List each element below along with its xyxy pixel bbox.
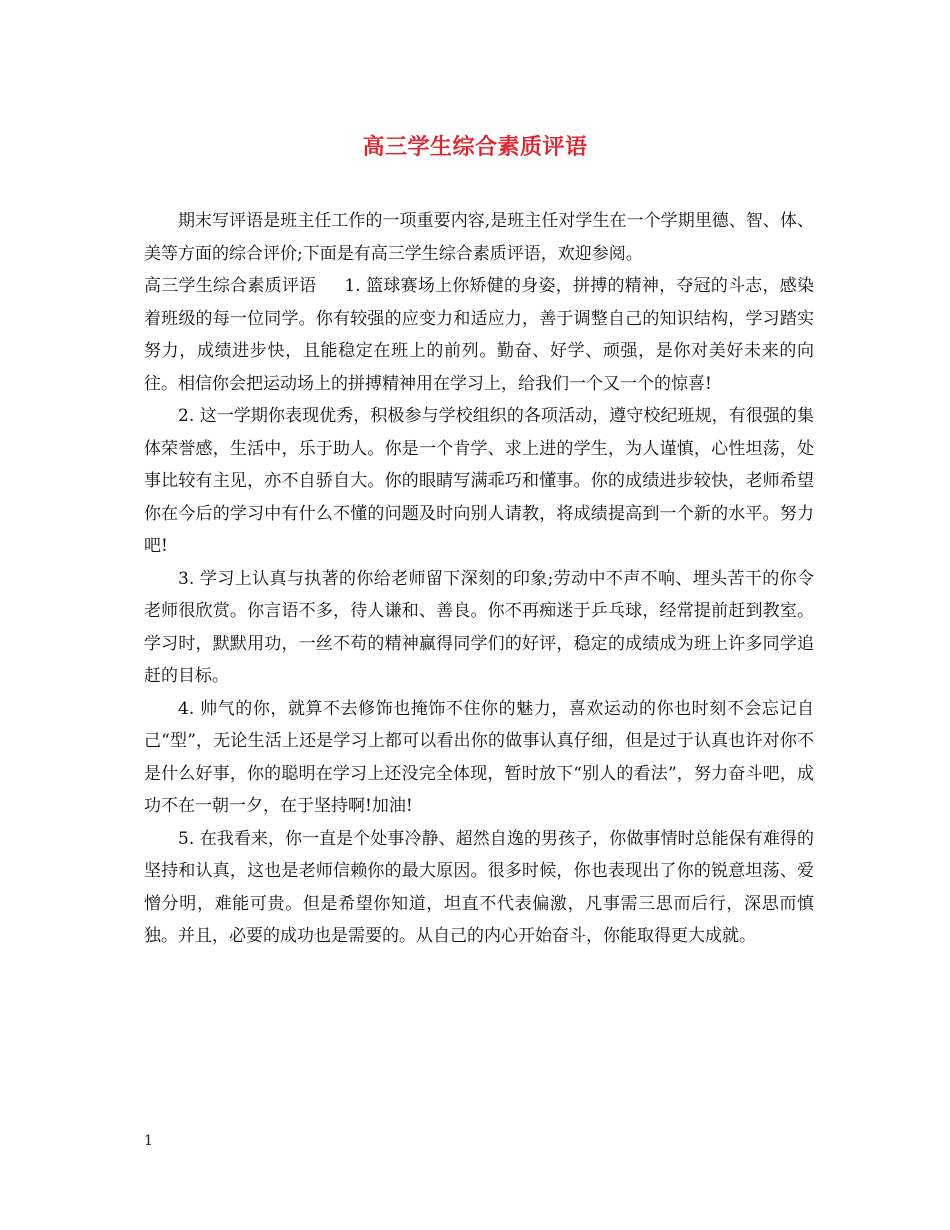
section-heading-inline: 高三学生综合素质评语 [144, 276, 317, 296]
comment-text-1: 1. 篮球赛场上你矫健的身姿，拼搏的精神，夺冠的斗志，感染着班级的每一位同学。你有较强的应变力和适应力，善于调整自己的知识结构，学习踏实努力，成绩进步快，且能稳定在班上的前列。勤奋、好学、顽强，是你对美好未来的向往。相信你会把运动场上的拼搏精神用在学习上，给我们一个又一个的惊喜! [144, 276, 814, 394]
comment-paragraph-2: 2. 这一学期你表现优秀，积极参与学校组织的各项活动，遵守校纪班规，有很强的集体荣誉感，生活中，乐于助人。你是一个肯学、求上进的学生，为人谨慎，心性坦荡，处事比较有主见，亦不自骄自大。你的眼睛写满乖巧和懂事。你的成绩进步较快，老师希望你在今后的学习中有什么不懂的问题及时向别人请教，将成绩提高到一个新的水平。努力吧! [144, 406, 814, 556]
comment-paragraph-4: 4. 帅气的你，就算不去修饰也掩饰不住你的魅力，喜欢运动的你也时刻不会忘记自己“型”，无论生活上还是学习上都可以看出你的做事认真仔细，但是过于认真也许对你不是什么好事，你的聪明在学习上还没完全体现，暂时放下“别人的看法”，努力奋斗吧，成功不在一朝一夕，在于坚持啊!加油! [144, 698, 814, 816]
document-body [144, 205, 814, 953]
comment-paragraph-5: 5. 在我看来，你一直是个处事冷静、超然自逸的男孩子，你做事情时总能保有难得的坚持和认真，这也是老师信赖你的最大原因。很多时候，你也表现出了你的锐意坦荡、爱憎分明，难能可贵。但是希望你知道，坦直不代表偏激，凡事需三思而后行，深思而慎独。并且，必要的成功也是需要的。从自己的内心开始奋斗，你能取得更大成就。 [144, 828, 814, 946]
document-title: 高三学生综合素质评语 [362, 134, 588, 160]
page-number: 1 [144, 1133, 153, 1149]
comment-paragraph-3: 3. 学习上认真与执著的你给老师留下深刻的印象;劳动中不声不响、埋头苦干的你令老师很欣赏。你言语不多，待人谦和、善良。你不再痴迷于乒乓球，经常提前赶到教室。学习时，默默用功，一丝不苟的精神赢得同学们的好评，稳定的成绩成为班上许多同学追赶的目标。 [144, 568, 814, 686]
intro-paragraph: 期末写评语是班主任工作的一项重要内容,是班主任对学生在一个学期里德、智、体、美等方面的综合评价;下面是有高三学生综合素质评语，欢迎参阅。 [144, 211, 814, 264]
comment-paragraph-1 [144, 270, 814, 400]
